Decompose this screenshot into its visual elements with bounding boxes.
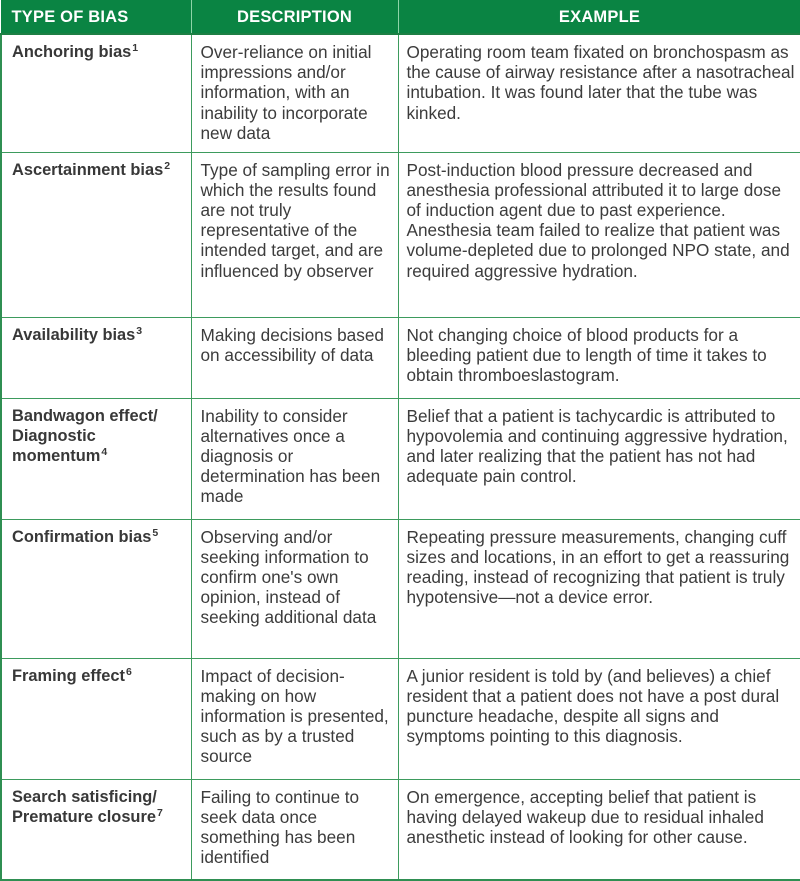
description-cell: Making decisions based on accessibility of data bbox=[191, 317, 398, 398]
bias-type-name: Availability bias bbox=[12, 325, 136, 344]
example-cell: Post-induction blood pressure decreased and anesthesia professional attributed it to large dose of induction agent due to past experience. Anesthesia team failed to realize that patient was volume-depleted due to prolonged NPO state, and required aggressive hydration. bbox=[398, 152, 800, 317]
table-row bbox=[1, 152, 800, 317]
table-header bbox=[1, 1, 800, 35]
bias-type-name: Confirmation bias bbox=[12, 527, 152, 546]
bias-type-cell bbox=[1, 658, 191, 779]
table-row bbox=[1, 779, 800, 880]
example-cell: A junior resident is told by (and believes) a chief resident that a patient does not have a post dural puncture headache, despite all signs and symptoms pointing to this diagnosis. bbox=[398, 658, 800, 779]
table-row bbox=[1, 398, 800, 519]
description-cell: Impact of decision-making on how information is presented, such as by a trusted source bbox=[191, 658, 398, 779]
bias-type-cell bbox=[1, 152, 191, 317]
bias-type-cell bbox=[1, 317, 191, 398]
header-row bbox=[1, 1, 800, 35]
reference-number: 6 bbox=[125, 665, 132, 678]
table-body bbox=[1, 34, 800, 880]
bias-type-cell bbox=[1, 519, 191, 658]
description-cell: Type of sampling error in which the results found are not truly representative of the intended target, and are influenced by observer bbox=[191, 152, 398, 317]
reference-number: 7 bbox=[156, 806, 163, 819]
bias-type-cell bbox=[1, 34, 191, 152]
reference-number: 3 bbox=[136, 324, 143, 337]
description-cell: Over-reliance on initial impressions and/or information, with an inability to incorporate new data bbox=[191, 34, 398, 152]
bias-type-name: Ascertainment bias bbox=[12, 160, 164, 179]
reference-number: 2 bbox=[164, 159, 171, 172]
example-cell: Operating room team fixated on bronchospasm as the cause of airway resistance after a nasotracheal intubation. It was found later that the tube was kinked. bbox=[398, 34, 800, 152]
reference-number: 4 bbox=[101, 445, 108, 458]
description-cell: Failing to continue to seek data once something has been identified bbox=[191, 779, 398, 880]
table-row bbox=[1, 34, 800, 152]
bias-type-name: Bandwagon effect/ Diagnostic momentum bbox=[12, 406, 158, 465]
bias-type-name: Search satisficing/ Premature closure bbox=[12, 787, 157, 826]
description-cell: Observing and/or seeking information to confirm one's own opinion, instead of seeking additional data bbox=[191, 519, 398, 658]
header-type-of-bias: TYPE OF BIAS bbox=[1, 1, 191, 35]
header-description: DESCRIPTION bbox=[191, 1, 398, 35]
bias-type-name: Framing effect bbox=[12, 666, 125, 685]
bias-type-name: Anchoring bias bbox=[12, 43, 132, 61]
reference-number: 1 bbox=[132, 42, 139, 54]
description-cell: Inability to consider alternatives once a diagnosis or determination has been made bbox=[191, 398, 398, 519]
table-row bbox=[1, 519, 800, 658]
bias-type-cell bbox=[1, 779, 191, 880]
example-cell: Repeating pressure measurements, changing cuff sizes and locations, in an effort to get a reassuring reading, instead of recognizing that patient is truly hypotensive—not a device error. bbox=[398, 519, 800, 658]
reference-number: 5 bbox=[152, 526, 159, 539]
example-cell: On emergence, accepting belief that patient is having delayed wakeup due to residual inhaled anesthetic instead of looking for other cause. bbox=[398, 779, 800, 880]
table-row bbox=[1, 317, 800, 398]
table-row bbox=[1, 658, 800, 779]
bias-type-cell bbox=[1, 398, 191, 519]
header-example: EXAMPLE bbox=[398, 1, 800, 35]
example-cell: Not changing choice of blood products for a bleeding patient due to length of time it takes to obtain thromboeslastogram. bbox=[398, 317, 800, 398]
example-cell: Belief that a patient is tachycardic is attributed to hypovolemia and continuing aggressive hydration, and later realizing that the patient has not had adequate pain control. bbox=[398, 398, 800, 519]
